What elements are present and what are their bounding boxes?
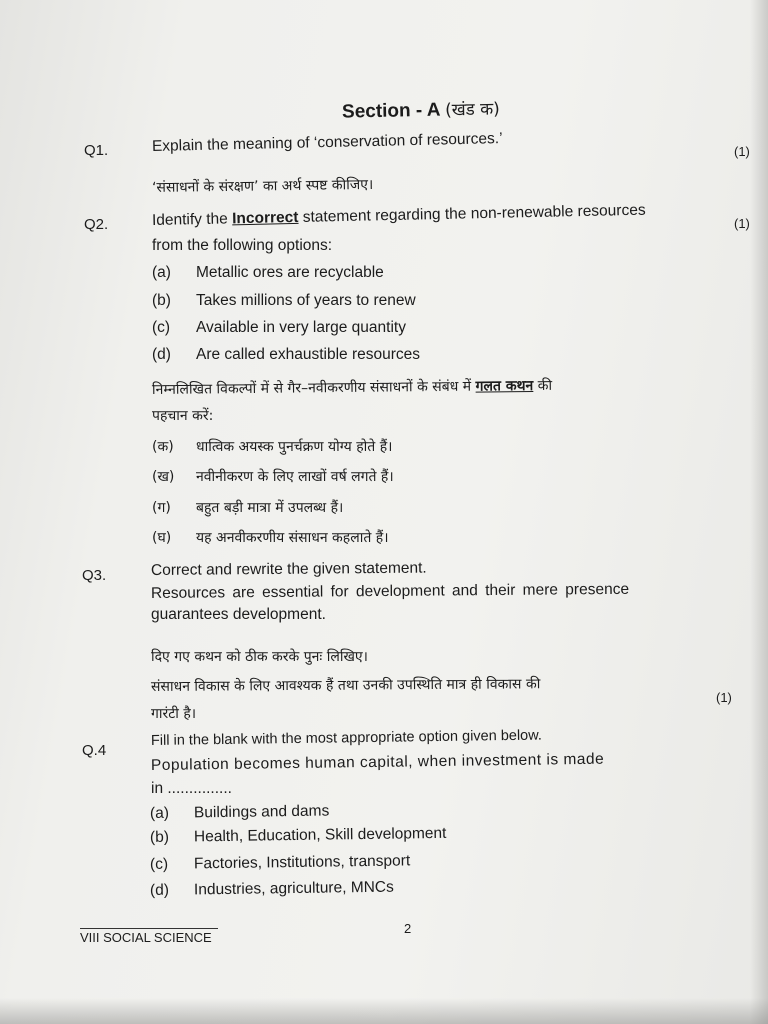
question-text-q4: Fill in the blank with the most appropriate option given below. (150, 727, 542, 749)
option-text: Health, Education, Skill development (193, 824, 447, 846)
marks-q3: (1) (716, 690, 732, 705)
option-text: यह अनवीकरणीय संसाधन कहलाते हैं। (196, 530, 389, 546)
statement-q3-line1: Resources are essential for development and their mere presence (150, 580, 630, 602)
question-hindi-q1: ‘संसाधनों के संरक्षण’ का अर्थ स्पष्ट कीजिए। (151, 176, 374, 196)
option-label: (ग) (152, 500, 171, 516)
option-label: (a) (152, 264, 171, 281)
page-edge-shadow (750, 0, 768, 1024)
option-q4-c (150, 852, 410, 874)
question-hindi-q2-part2: की (537, 377, 553, 394)
section-title-hi: (खंड क) (444, 99, 501, 121)
emphasis-incorrect: Incorrect (231, 208, 299, 228)
option-label: (d) (152, 346, 171, 363)
emphasis-galat-kathan: गलत कथन (475, 378, 534, 395)
option-q4-d (150, 879, 394, 900)
option-q4-a (150, 802, 330, 823)
option-label: (ख) (152, 469, 175, 485)
option-label: (a) (149, 804, 170, 822)
question-hindi-q2-line2: पहचान करें: (152, 408, 214, 424)
question-text-q1: Explain the meaning of ‘conservation of resources.’ (151, 130, 503, 155)
option-q2-hindi-kha (152, 467, 394, 486)
statement-hindi-q3-line2: गारंटी है। (151, 706, 197, 722)
option-q2-a (152, 264, 384, 282)
marks-q1: (1) (734, 144, 750, 159)
option-q2-hindi-gha (152, 528, 389, 547)
option-q2-d (152, 346, 420, 364)
question-text-q2-part1: Identify the (151, 210, 228, 229)
statement-q3-line2: guarantees development. (151, 606, 326, 623)
option-text: Takes millions of years to renew (196, 292, 416, 309)
option-text: Metallic ores are recyclable (196, 264, 384, 281)
footer-rule (80, 928, 218, 929)
question-text-q3: Correct and rewrite the given statement. (150, 559, 427, 579)
question-text-q2-line2: from the following options: (152, 237, 333, 254)
page-number: 2 (404, 921, 412, 936)
section-title (342, 96, 500, 123)
option-q2-hindi-ka (152, 437, 392, 456)
option-label: (b) (149, 828, 170, 846)
option-q2-c (152, 319, 406, 337)
option-text: Are called exhaustible resources (196, 346, 421, 363)
question-hindi-q2-part1: निम्नलिखित विकल्पों में से गैर–नवीकरणीय संसाधनों के संबंध में (151, 378, 472, 398)
option-q2-hindi-ga (152, 498, 343, 517)
statement-q4-line2: in ............... (151, 780, 232, 797)
option-label: (d) (149, 881, 170, 899)
question-number-q3: Q3. (82, 567, 107, 584)
question-number-q1: Q1. (84, 142, 109, 159)
footer-subject: VIII SOCIAL SCIENCE (80, 930, 212, 945)
statement-hindi-q3-line1: संसाधन विकास के लिए आवश्यक हैं तथा उनकी उपस्थिति मात्र ही विकास की (150, 676, 541, 695)
option-text: धात्विक अयस्क पुनर्चक्रण योग्य होते हैं। (196, 439, 393, 455)
option-label: (b) (152, 292, 171, 309)
option-label: (c) (149, 855, 169, 873)
question-number-q4: Q.4 (82, 742, 107, 759)
section-title-en: Section - A (341, 99, 441, 123)
option-label: (c) (152, 319, 171, 336)
question-number-q2: Q2. (84, 216, 109, 233)
option-text: नवीनीकरण के लिए लाखों वर्ष लगते हैं। (196, 469, 394, 485)
option-text: Buildings and dams (193, 802, 330, 822)
option-text: Factories, Institutions, transport (193, 852, 411, 873)
question-text-q2-part2: statement regarding the non-renewable resources (302, 201, 646, 226)
option-text: Industries, agriculture, MNCs (193, 878, 394, 899)
option-q4-b (150, 825, 447, 847)
statement-q4-line1: Population becomes human capital, when investment is made (150, 750, 605, 774)
option-label: (घ) (152, 530, 172, 546)
question-text-q2 (152, 202, 646, 230)
option-label: (क) (152, 439, 174, 455)
marks-q2: (1) (734, 216, 750, 231)
question-hindi-q2 (152, 376, 552, 399)
option-text: बहुत बड़ी मात्रा में उपलब्ध हैं। (196, 500, 344, 516)
option-text: Available in very large quantity (196, 319, 406, 336)
page-bottom-shadow (0, 998, 768, 1024)
option-q2-b (152, 292, 416, 310)
question-hindi-q3: दिए गए कथन को ठीक करके पुनः लिखिए। (151, 649, 368, 665)
